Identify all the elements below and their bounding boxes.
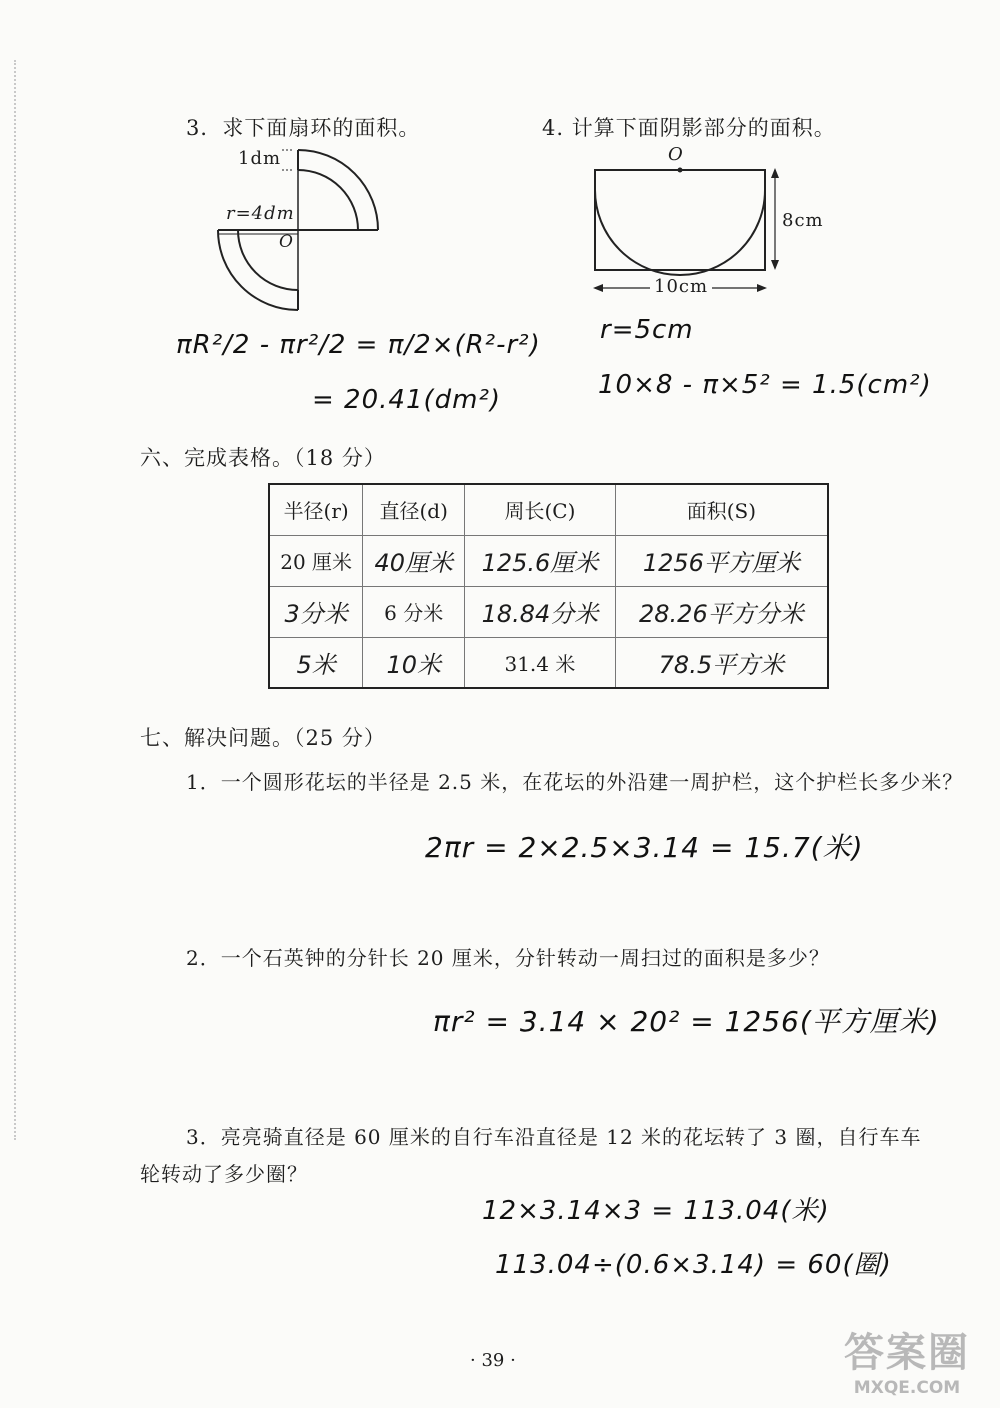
question-1: 1．一个圆形花坛的半径是 2.5 米，在花坛的外沿建一周护栏，这个护栏长多少米？ <box>186 770 964 794</box>
label-10cm: 10cm <box>650 276 712 297</box>
question-1-answer: 2πr = 2×2.5×3.14 = 15.7(米) <box>425 831 864 864</box>
circle-measurements-table <box>268 483 829 689</box>
watermark-main-text: 答案圈 <box>844 1330 970 1376</box>
label-center-o: O <box>279 232 294 252</box>
table-cell: 125.6厘米 <box>465 535 616 586</box>
sector-ring-figure <box>210 140 390 320</box>
header-diameter: 直径(d) <box>363 484 465 535</box>
label-1dm: 1dm <box>238 148 282 169</box>
problem-3-solution-line-2: = 20.41(dm²) <box>312 385 502 415</box>
header-circumference: 周长(C) <box>465 484 616 535</box>
table-cell: 31.4 米 <box>465 637 616 688</box>
page-number: · 39 · <box>470 1350 516 1371</box>
question-3-line-2: 轮转动了多少圈？ <box>140 1162 308 1186</box>
question-3-line-1: 3．亮亮骑直径是 60 厘米的自行车沿直径是 12 米的花坛转了 3 圈，自行车车 <box>186 1125 922 1149</box>
label-center-o-4: O <box>668 144 684 165</box>
header-area: 面积(S) <box>615 484 828 535</box>
table-row <box>269 535 828 586</box>
section-6-title: 六、完成表格。（18 分） <box>140 446 386 470</box>
table-cell: 20 厘米 <box>269 535 363 586</box>
problem-4-solution-line-1: r=5cm <box>600 315 694 345</box>
table-cell: 3分米 <box>269 586 363 637</box>
table-row <box>269 586 828 637</box>
table-cell: 78.5平方米 <box>615 637 828 688</box>
table-row <box>269 637 828 688</box>
problem-4-question: 4. 计算下面阴影部分的面积。 <box>542 116 836 140</box>
watermark-logo <box>832 1321 982 1398</box>
table-cell: 10米 <box>363 637 465 688</box>
table-cell: 6 分米 <box>363 586 465 637</box>
question-2-answer: πr² = 3.14 × 20² = 1256(平方厘米) <box>433 1005 940 1038</box>
table-cell: 1256平方厘米 <box>615 535 828 586</box>
table-header-row <box>269 484 828 535</box>
question-2: 2．一个石英钟的分针长 20 厘米，分针转动一周扫过的面积是多少？ <box>186 946 830 970</box>
table-cell: 28.26平方分米 <box>615 586 828 637</box>
table-cell: 18.84分米 <box>465 586 616 637</box>
label-r-4dm: r=4dm <box>226 203 295 224</box>
problem-3-solution-line-1: πR²/2 - πr²/2 = π/2×(R²-r²) <box>176 330 541 360</box>
problem-4-solution-line-2: 10×8 - π×5² = 1.5(cm²) <box>598 370 932 400</box>
section-7-title: 七、解决问题。（25 分） <box>140 726 386 750</box>
table-cell: 5米 <box>269 637 363 688</box>
question-3-answer-2: 113.04÷(0.6×3.14) = 60(圈) <box>495 1250 892 1280</box>
question-3-answer-1: 12×3.14×3 = 113.04(米) <box>482 1196 830 1226</box>
binding-margin-line <box>14 60 16 1140</box>
table-cell: 40厘米 <box>363 535 465 586</box>
label-8cm: 8cm <box>782 210 824 231</box>
header-radius: 半径(r) <box>269 484 363 535</box>
problem-3-question: 3．求下面扇环的面积。 <box>186 116 421 140</box>
watermark-url: MXQE.COM <box>853 1378 961 1398</box>
